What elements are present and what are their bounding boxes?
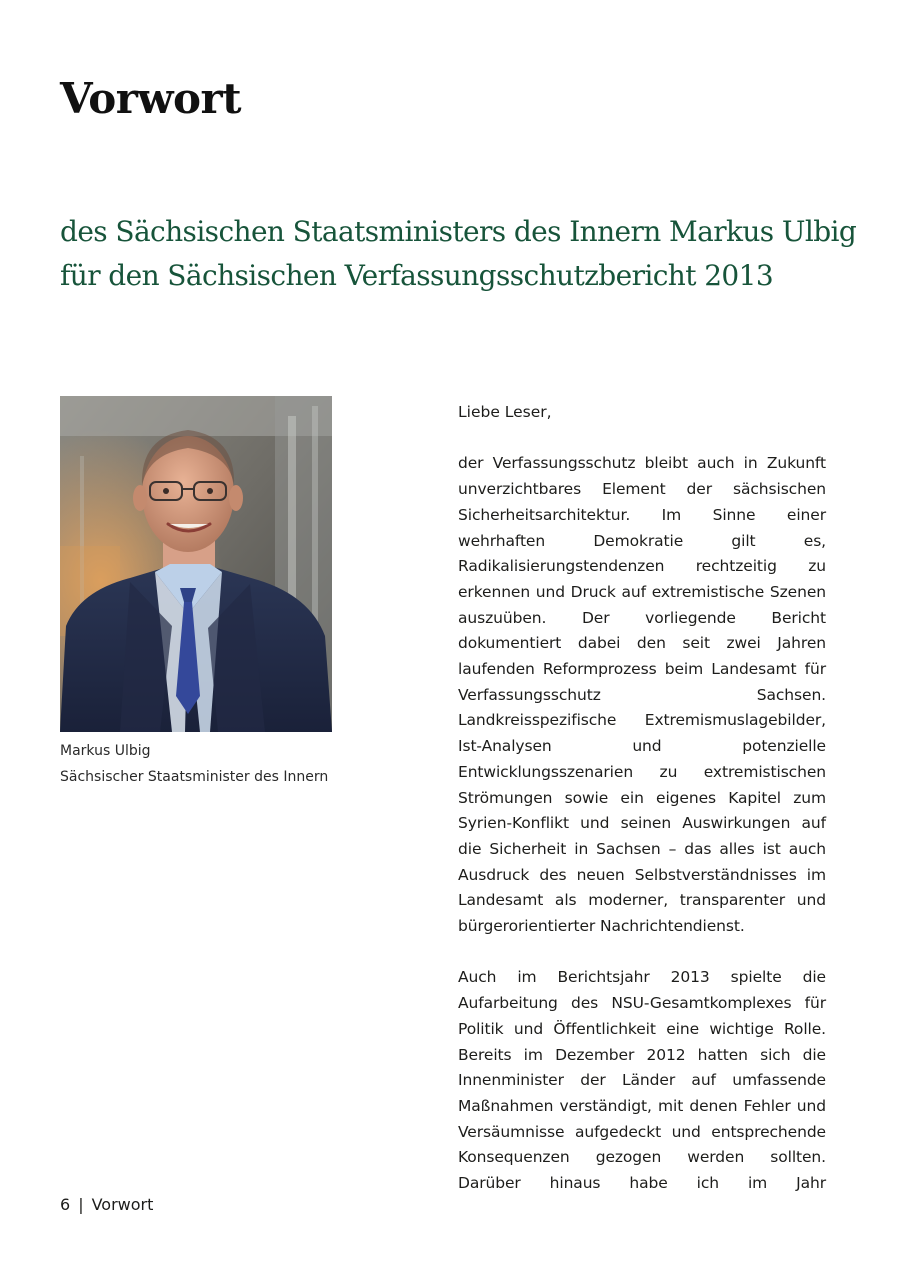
portrait-photo (60, 396, 332, 732)
subtitle-line-1: des Sächsischen Staatsministers des Innern Markus Ulbig (60, 215, 857, 248)
photo-caption (60, 738, 360, 790)
page-footer (60, 1192, 153, 1218)
caption-role: Sächsischer Staatsminister des Innern (60, 769, 329, 785)
foreword-text (458, 400, 826, 1197)
footer-section: Vorwort (91, 1195, 154, 1214)
subtitle-line-2: für den Sächsischen Verfassungsschutzbericht 2013 (60, 259, 774, 292)
caption-name: Markus Ulbig (60, 743, 151, 759)
letter-paragraph-1: der Verfassungsschutz bleibt auch in Zukunft unverzichtbares Element der sächsischen Sicherheitsarchitektur. Im Sinne einer wehrhaften Demokratie gilt es, Radikalisierungstendenzen rechtzeitig zu erkennen und Druck auf extremistische Szenen auszuüben. Der vorliegende Bericht dokumentiert dabei den seit zwei Jahren laufenden Reformprozess beim Landesamt für Verfassungsschutz Sachsen. Landkreisspezifische Extremismuslagebilder, Ist-Analysen und potenzielle Entwicklungsszenarien zu extremistischen Strömungen sowie ein eigenes Kapitel zum Syrien-Konflikt und seinen Auswirkungen auf die Sicherheit in Sachsen – das alles ist auch Ausdruck des neuen Selbstverständnisses im Landesamt als moderner, transparenter und bürgerorientierter Nachrichtendienst. (458, 454, 826, 936)
letter-paragraph-2: Auch im Berichtsjahr 2013 spielte die Aufarbeitung des NSU-Gesamtkomplexes für Politik und Öffentlichkeit eine wichtige Rolle. Bereits im Dezember 2012 hatten sich die Innenminister der Länder auf umfassende Maßnahmen verständigt, mit denen Fehler und Versäumnisse aufgedeckt und entsprechende Konsequenzen gezogen werden sollten. Darüber hinaus habe ich im Jahr (458, 968, 826, 1193)
page-subtitle (60, 210, 860, 298)
letter-greeting: Liebe Leser, (458, 403, 552, 421)
page-title: Vorwort (60, 74, 242, 123)
footer-separator: | (78, 1195, 84, 1214)
page-number: 6 (60, 1195, 71, 1214)
